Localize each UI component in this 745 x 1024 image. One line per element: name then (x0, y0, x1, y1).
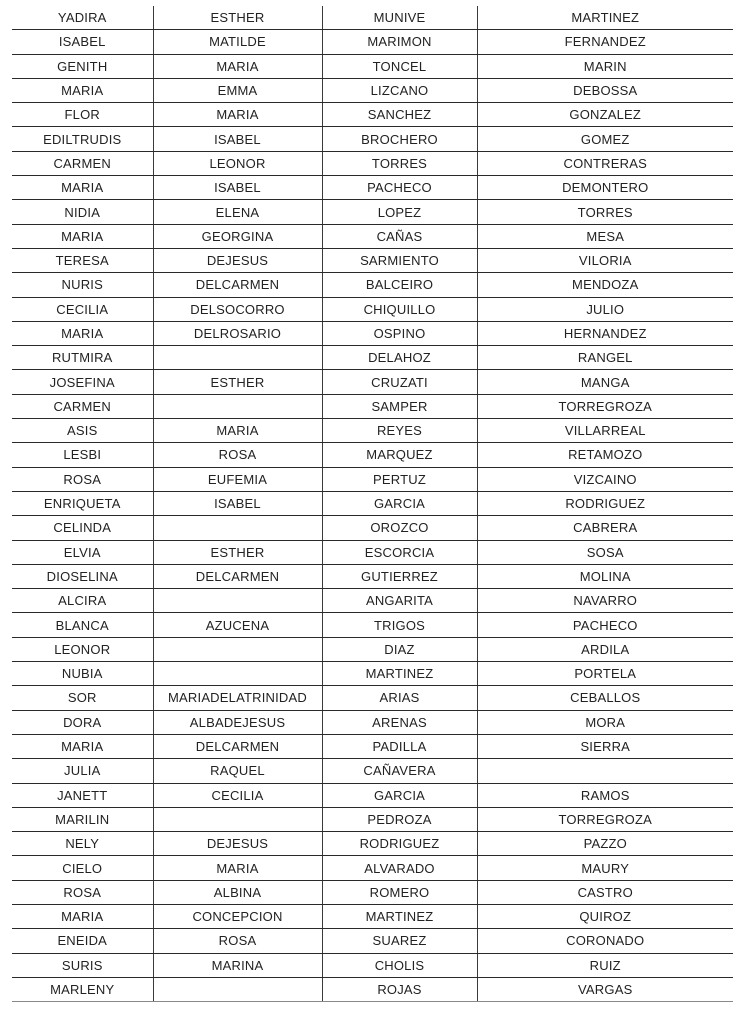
middle-name-cell (153, 662, 322, 686)
last-name-1-cell: GUTIERREZ (322, 564, 477, 588)
middle-name-cell (153, 977, 322, 1001)
table-row (12, 516, 733, 540)
first-name-cell: RUTMIRA (12, 346, 153, 370)
last-name-2-cell: TORREGROZA (477, 807, 733, 831)
first-name-cell: ISABEL (12, 30, 153, 54)
table-row (12, 370, 733, 394)
middle-name-cell: ALBADEJESUS (153, 710, 322, 734)
table-row (12, 419, 733, 443)
first-name-cell: FLOR (12, 103, 153, 127)
last-name-2-cell: PORTELA (477, 662, 733, 686)
last-name-1-cell: ROJAS (322, 977, 477, 1001)
last-name-2-cell: VILORIA (477, 248, 733, 272)
middle-name-cell: AZUCENA (153, 613, 322, 637)
table-row (12, 151, 733, 175)
table-row (12, 759, 733, 783)
last-name-1-cell: BROCHERO (322, 127, 477, 151)
middle-name-cell: DELCARMEN (153, 734, 322, 758)
table-row (12, 248, 733, 272)
first-name-cell: TERESA (12, 248, 153, 272)
last-name-1-cell: SARMIENTO (322, 248, 477, 272)
last-name-2-cell: VIZCAINO (477, 467, 733, 491)
names-table (12, 6, 733, 1002)
last-name-1-cell: ROMERO (322, 880, 477, 904)
last-name-2-cell: GONZALEZ (477, 103, 733, 127)
first-name-cell: ENRIQUETA (12, 491, 153, 515)
first-name-cell: CELINDA (12, 516, 153, 540)
first-name-cell: DIOSELINA (12, 564, 153, 588)
last-name-1-cell: ARIAS (322, 686, 477, 710)
middle-name-cell: ROSA (153, 443, 322, 467)
last-name-1-cell: CHOLIS (322, 953, 477, 977)
middle-name-cell: ALBINA (153, 880, 322, 904)
first-name-cell: JOSEFINA (12, 370, 153, 394)
last-name-1-cell: BALCEIRO (322, 273, 477, 297)
table-row (12, 953, 733, 977)
last-name-2-cell: TORRES (477, 200, 733, 224)
middle-name-cell: MARIA (153, 54, 322, 78)
middle-name-cell: DELSOCORRO (153, 297, 322, 321)
first-name-cell: ALCIRA (12, 589, 153, 613)
first-name-cell: ROSA (12, 467, 153, 491)
first-name-cell: CIELO (12, 856, 153, 880)
table-row (12, 686, 733, 710)
last-name-1-cell: SUAREZ (322, 929, 477, 953)
table-row (12, 103, 733, 127)
middle-name-cell: ISABEL (153, 176, 322, 200)
middle-name-cell: ISABEL (153, 127, 322, 151)
first-name-cell: NURIS (12, 273, 153, 297)
table-row (12, 856, 733, 880)
last-name-2-cell: MANGA (477, 370, 733, 394)
middle-name-cell: GEORGINA (153, 224, 322, 248)
first-name-cell: LEONOR (12, 637, 153, 661)
middle-name-cell: ESTHER (153, 370, 322, 394)
last-name-1-cell: PADILLA (322, 734, 477, 758)
last-name-1-cell: LOPEZ (322, 200, 477, 224)
last-name-1-cell: SAMPER (322, 394, 477, 418)
first-name-cell: CARMEN (12, 394, 153, 418)
last-name-1-cell: GARCIA (322, 783, 477, 807)
last-name-2-cell: RETAMOZO (477, 443, 733, 467)
middle-name-cell: ROSA (153, 929, 322, 953)
table-row (12, 783, 733, 807)
middle-name-cell: ELENA (153, 200, 322, 224)
middle-name-cell: ESTHER (153, 6, 322, 30)
last-name-1-cell: REYES (322, 419, 477, 443)
table-row (12, 224, 733, 248)
last-name-2-cell: CABRERA (477, 516, 733, 540)
names-table-body (12, 6, 733, 1002)
first-name-cell: MARIA (12, 904, 153, 928)
last-name-2-cell: RUIZ (477, 953, 733, 977)
table-row (12, 832, 733, 856)
middle-name-cell: EMMA (153, 78, 322, 102)
first-name-cell: LESBI (12, 443, 153, 467)
middle-name-cell: CONCEPCION (153, 904, 322, 928)
last-name-2-cell: VARGAS (477, 977, 733, 1001)
middle-name-cell (153, 637, 322, 661)
last-name-2-cell (477, 759, 733, 783)
last-name-2-cell: QUIROZ (477, 904, 733, 928)
last-name-1-cell: RODRIGUEZ (322, 832, 477, 856)
table-row (12, 589, 733, 613)
last-name-2-cell: DEMONTERO (477, 176, 733, 200)
last-name-1-cell: ARENAS (322, 710, 477, 734)
first-name-cell: NUBIA (12, 662, 153, 686)
first-name-cell: DORA (12, 710, 153, 734)
last-name-2-cell: HERNANDEZ (477, 321, 733, 345)
table-row (12, 904, 733, 928)
last-name-2-cell: MARTINEZ (477, 6, 733, 30)
first-name-cell: ELVIA (12, 540, 153, 564)
middle-name-cell: LEONOR (153, 151, 322, 175)
last-name-1-cell: DELAHOZ (322, 346, 477, 370)
last-name-2-cell: PACHECO (477, 613, 733, 637)
middle-name-cell (153, 807, 322, 831)
table-row (12, 321, 733, 345)
first-name-cell: JANETT (12, 783, 153, 807)
last-name-1-cell: PEDROZA (322, 807, 477, 831)
last-name-2-cell: GOMEZ (477, 127, 733, 151)
first-name-cell: MARIA (12, 734, 153, 758)
middle-name-cell: RAQUEL (153, 759, 322, 783)
last-name-2-cell: RODRIGUEZ (477, 491, 733, 515)
first-name-cell: MARIA (12, 321, 153, 345)
first-name-cell: MARILIN (12, 807, 153, 831)
table-row (12, 394, 733, 418)
middle-name-cell: ESTHER (153, 540, 322, 564)
last-name-1-cell: TONCEL (322, 54, 477, 78)
last-name-2-cell: MESA (477, 224, 733, 248)
last-name-1-cell: SANCHEZ (322, 103, 477, 127)
middle-name-cell: MARIA (153, 856, 322, 880)
middle-name-cell: MARIA (153, 103, 322, 127)
first-name-cell: SURIS (12, 953, 153, 977)
table-row (12, 491, 733, 515)
first-name-cell: GENITH (12, 54, 153, 78)
first-name-cell: CECILIA (12, 297, 153, 321)
last-name-1-cell: TORRES (322, 151, 477, 175)
middle-name-cell: DEJESUS (153, 248, 322, 272)
table-row (12, 929, 733, 953)
first-name-cell: ROSA (12, 880, 153, 904)
table-row (12, 540, 733, 564)
last-name-1-cell: ALVARADO (322, 856, 477, 880)
table-row (12, 443, 733, 467)
first-name-cell: MARIA (12, 176, 153, 200)
table-row (12, 78, 733, 102)
last-name-1-cell: MUNIVE (322, 6, 477, 30)
last-name-1-cell: ANGARITA (322, 589, 477, 613)
last-name-1-cell: OROZCO (322, 516, 477, 540)
middle-name-cell: ISABEL (153, 491, 322, 515)
table-row (12, 30, 733, 54)
last-name-1-cell: OSPINO (322, 321, 477, 345)
last-name-1-cell: MARTINEZ (322, 904, 477, 928)
last-name-2-cell: PAZZO (477, 832, 733, 856)
middle-name-cell: EUFEMIA (153, 467, 322, 491)
last-name-2-cell: CONTRERAS (477, 151, 733, 175)
table-row (12, 734, 733, 758)
middle-name-cell: MARIADELATRINIDAD (153, 686, 322, 710)
middle-name-cell: DELROSARIO (153, 321, 322, 345)
last-name-1-cell: DIAZ (322, 637, 477, 661)
first-name-cell: MARIA (12, 224, 153, 248)
table-row (12, 200, 733, 224)
middle-name-cell (153, 589, 322, 613)
table-row (12, 6, 733, 30)
table-row (12, 564, 733, 588)
last-name-2-cell: MAURY (477, 856, 733, 880)
last-name-1-cell: CAÑAS (322, 224, 477, 248)
last-name-2-cell: TORREGROZA (477, 394, 733, 418)
table-row (12, 977, 733, 1001)
middle-name-cell: MARIA (153, 419, 322, 443)
middle-name-cell (153, 346, 322, 370)
last-name-1-cell: LIZCANO (322, 78, 477, 102)
last-name-1-cell: TRIGOS (322, 613, 477, 637)
last-name-2-cell: CORONADO (477, 929, 733, 953)
last-name-2-cell: JULIO (477, 297, 733, 321)
middle-name-cell: DELCARMEN (153, 273, 322, 297)
last-name-1-cell: PERTUZ (322, 467, 477, 491)
table-row (12, 662, 733, 686)
table-row (12, 176, 733, 200)
first-name-cell: ASIS (12, 419, 153, 443)
first-name-cell: YADIRA (12, 6, 153, 30)
first-name-cell: SOR (12, 686, 153, 710)
first-name-cell: NIDIA (12, 200, 153, 224)
table-row (12, 807, 733, 831)
last-name-2-cell: CEBALLOS (477, 686, 733, 710)
middle-name-cell (153, 394, 322, 418)
last-name-2-cell: MENDOZA (477, 273, 733, 297)
last-name-2-cell: DEBOSSA (477, 78, 733, 102)
last-name-2-cell: SOSA (477, 540, 733, 564)
table-row (12, 710, 733, 734)
table-row (12, 346, 733, 370)
last-name-1-cell: MARTINEZ (322, 662, 477, 686)
table-row (12, 637, 733, 661)
last-name-1-cell: MARQUEZ (322, 443, 477, 467)
table-row (12, 54, 733, 78)
last-name-2-cell: VILLARREAL (477, 419, 733, 443)
first-name-cell: EDILTRUDIS (12, 127, 153, 151)
last-name-1-cell: GARCIA (322, 491, 477, 515)
last-name-2-cell: MARIN (477, 54, 733, 78)
last-name-2-cell: MORA (477, 710, 733, 734)
table-row (12, 613, 733, 637)
first-name-cell: MARIA (12, 78, 153, 102)
last-name-2-cell: CASTRO (477, 880, 733, 904)
last-name-1-cell: MARIMON (322, 30, 477, 54)
first-name-cell: NELY (12, 832, 153, 856)
last-name-2-cell: RANGEL (477, 346, 733, 370)
first-name-cell: MARLENY (12, 977, 153, 1001)
last-name-2-cell: ARDILA (477, 637, 733, 661)
middle-name-cell: MATILDE (153, 30, 322, 54)
last-name-1-cell: ESCORCIA (322, 540, 477, 564)
table-row (12, 127, 733, 151)
last-name-2-cell: MOLINA (477, 564, 733, 588)
middle-name-cell: MARINA (153, 953, 322, 977)
middle-name-cell (153, 516, 322, 540)
first-name-cell: ENEIDA (12, 929, 153, 953)
middle-name-cell: DEJESUS (153, 832, 322, 856)
table-row (12, 467, 733, 491)
last-name-1-cell: CHIQUILLO (322, 297, 477, 321)
last-name-2-cell: NAVARRO (477, 589, 733, 613)
last-name-2-cell: FERNANDEZ (477, 30, 733, 54)
first-name-cell: JULIA (12, 759, 153, 783)
last-name-2-cell: RAMOS (477, 783, 733, 807)
first-name-cell: CARMEN (12, 151, 153, 175)
table-row (12, 273, 733, 297)
table-row (12, 297, 733, 321)
last-name-2-cell: SIERRA (477, 734, 733, 758)
last-name-1-cell: PACHECO (322, 176, 477, 200)
last-name-1-cell: CAÑAVERA (322, 759, 477, 783)
middle-name-cell: DELCARMEN (153, 564, 322, 588)
last-name-1-cell: CRUZATI (322, 370, 477, 394)
table-row (12, 880, 733, 904)
first-name-cell: BLANCA (12, 613, 153, 637)
middle-name-cell: CECILIA (153, 783, 322, 807)
